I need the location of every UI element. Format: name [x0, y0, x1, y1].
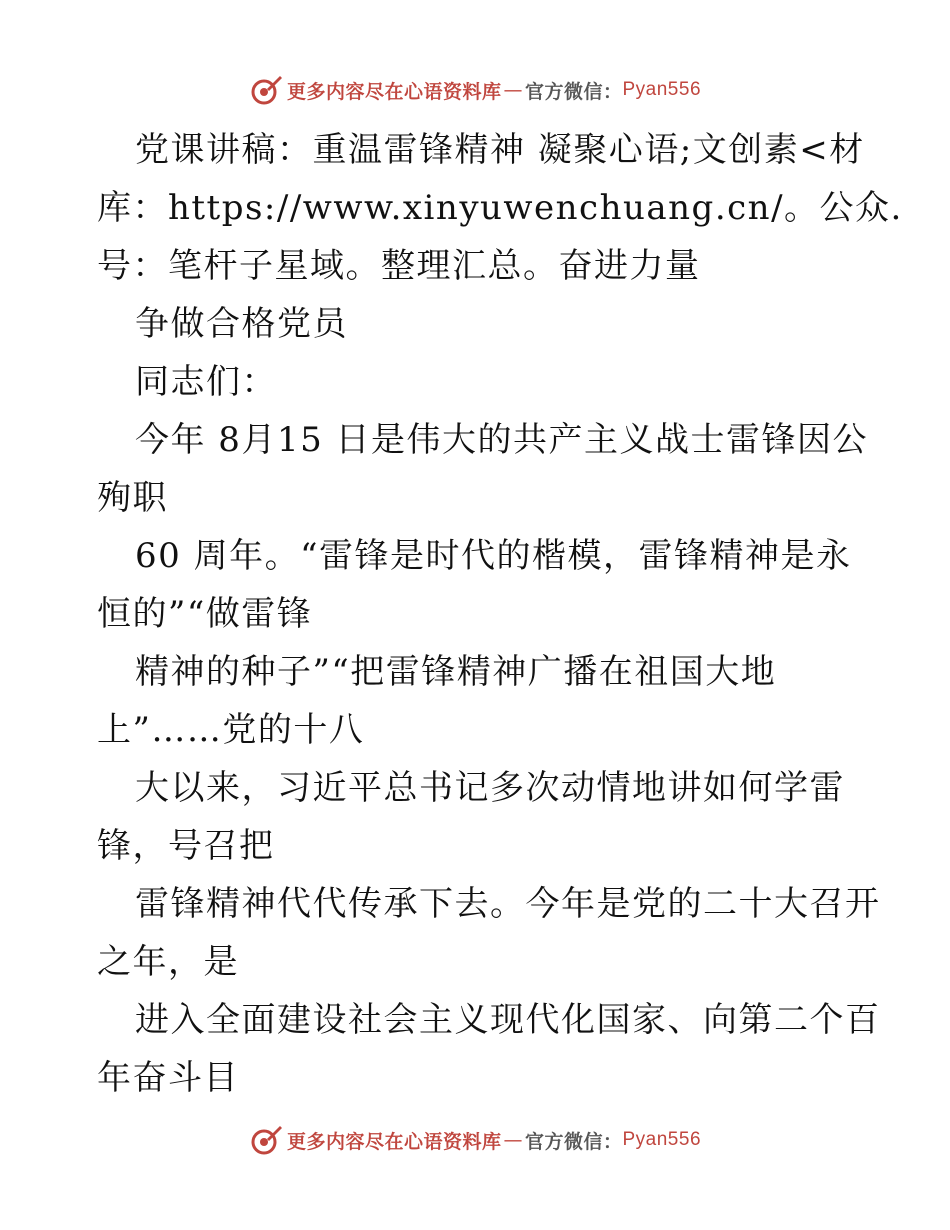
text-line: 党课讲稿：重温雷锋精神 凝聚心语;文创素<材: [135, 130, 865, 170]
text-line: 之年，是: [97, 942, 239, 982]
footer-watermark-banner: [0, 1120, 950, 1160]
text-line: 雷锋精神代代传承下去。今年是党的二十大召开: [135, 884, 881, 924]
text-line: 上”……党的十八: [97, 710, 365, 750]
header-watermark-banner: [0, 70, 950, 110]
text-line: 同志们：: [135, 362, 277, 402]
text-line: 恒的”“做雷锋: [97, 594, 313, 634]
text-line: 60 周年。“雷锋是时代的楷模，雷锋精神是永: [135, 536, 852, 576]
quill-circle-logo-icon: [249, 1123, 283, 1157]
banner-main-text: 更多内容尽在心语资料库: [286, 80, 502, 103]
text-line: 今年 8月15 日是伟大的共产主义战士雷锋因公: [135, 420, 869, 460]
text-line: 库：https://www.xinyuwenchuang.cn/。公众.: [97, 188, 903, 228]
banner-dash: —: [503, 79, 523, 101]
quill-circle-logo-icon: [249, 73, 283, 107]
text-line: 锋，号召把: [97, 826, 275, 866]
text-line: 大以来，习近平总书记多次动情地讲如何学雷: [135, 768, 845, 808]
text-line: 精神的种子”“把雷锋精神广播在祖国大地: [135, 652, 777, 692]
text-line: 号：笔杆子星域。整理汇总。奋进力量: [97, 246, 701, 286]
banner-wechat-id: Pyan556: [622, 1129, 702, 1150]
text-line: 年奋斗目: [97, 1058, 239, 1098]
text-line: 进入全面建设社会主义现代化国家、向第二个百: [135, 1000, 881, 1040]
banner-wechat-id: Pyan556: [622, 79, 702, 100]
banner-wechat-label: 官方微信：: [524, 1130, 623, 1153]
banner-dash: —: [503, 1129, 523, 1151]
text-line: 殉职: [97, 478, 168, 518]
banner-wechat-label: 官方微信：: [524, 80, 623, 103]
text-line: 争做合格党员: [135, 304, 348, 344]
banner-main-text: 更多内容尽在心语资料库: [286, 1130, 502, 1153]
